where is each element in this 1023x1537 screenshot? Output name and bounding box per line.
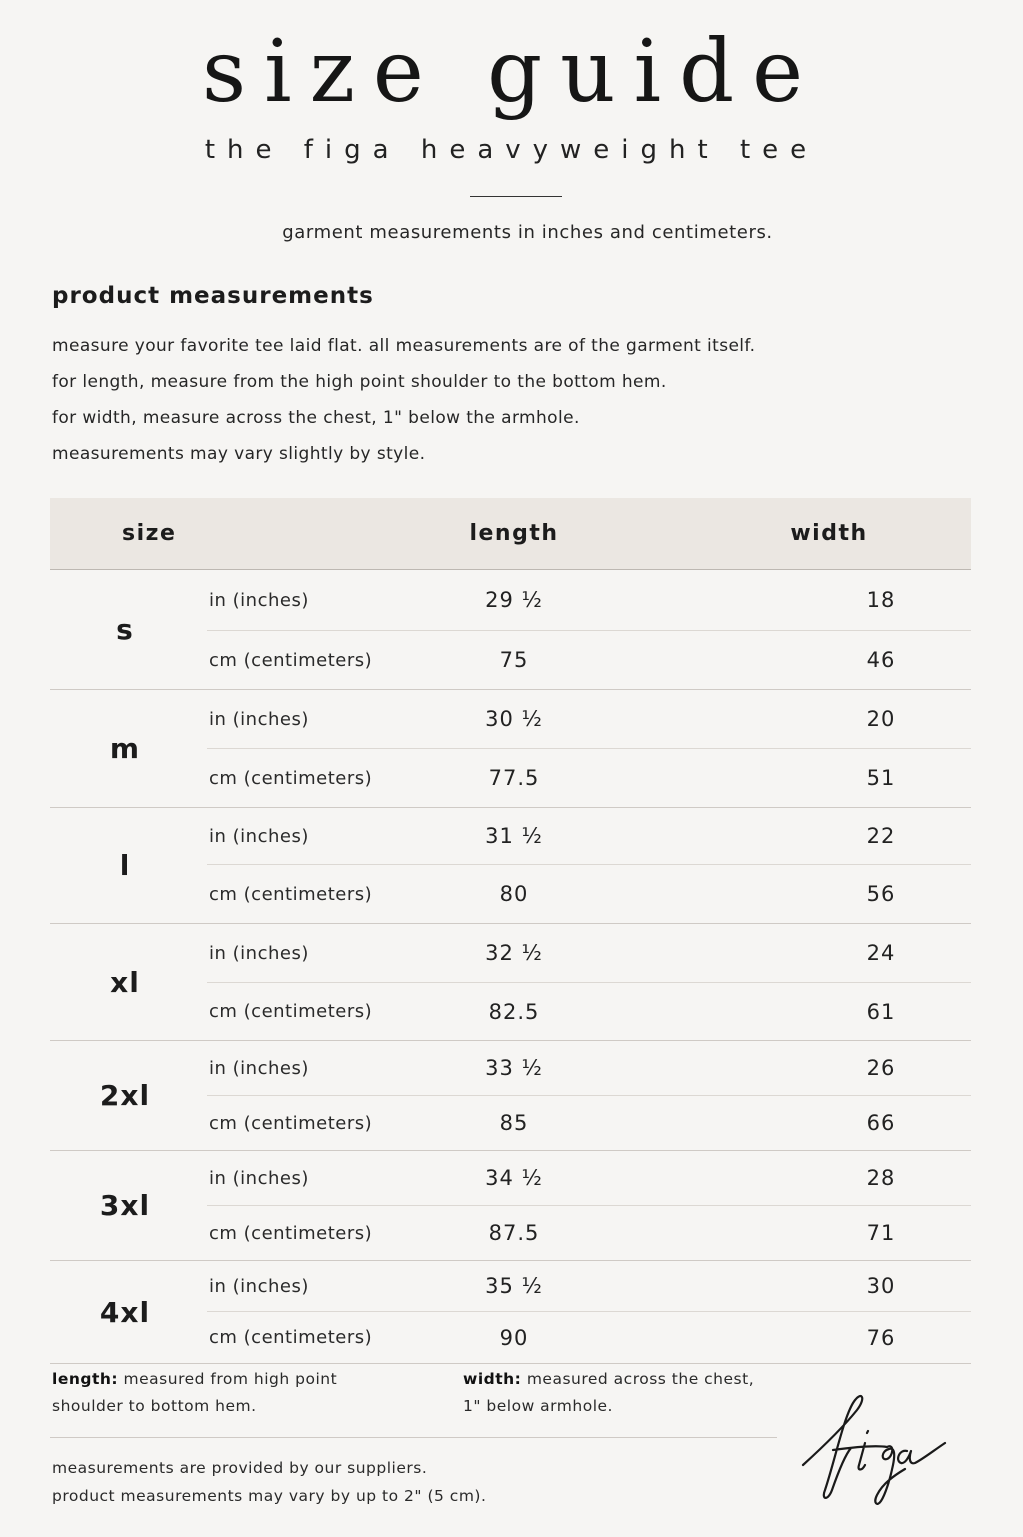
length-value: 80 <box>499 882 529 906</box>
measurement-notes <box>52 328 755 472</box>
size-label: m <box>109 732 141 765</box>
length-value: 75 <box>499 648 529 672</box>
table-row <box>207 1312 971 1363</box>
page-subtitle: the figa heavyweight tee <box>204 135 819 165</box>
intro-text: garment measurements in inches and centimeters. <box>282 222 773 243</box>
width-value: 20 <box>866 707 896 731</box>
length-value: 29 ½ <box>485 588 543 612</box>
table-row <box>207 690 971 749</box>
unit-label: cm (centimeters) <box>209 1222 373 1244</box>
size-group <box>50 1041 971 1151</box>
footer-notes <box>52 1454 486 1510</box>
length-value: 82.5 <box>488 999 540 1024</box>
size-label: 4xl <box>99 1295 151 1329</box>
width-value: 18 <box>866 588 896 612</box>
length-text-1: measured from high point <box>123 1370 338 1388</box>
length-value: 90 <box>499 1325 529 1350</box>
length-value: 33 ½ <box>485 1056 543 1080</box>
length-value: 32 ½ <box>485 941 543 965</box>
section-heading: product measurements <box>52 283 374 309</box>
size-group <box>50 570 971 690</box>
table-body <box>50 570 971 1364</box>
header-length: length <box>469 521 559 546</box>
size-label: l <box>119 849 131 882</box>
width-value: 66 <box>866 1111 896 1135</box>
table-row <box>207 1096 971 1150</box>
note-line: for width, measure across the chest, 1" below the armhole. <box>52 408 580 428</box>
footer-line-2: product measurements may vary by up to 2" (5 cm). <box>52 1487 487 1505</box>
unit-label: cm (centimeters) <box>209 1327 373 1348</box>
unit-label: in (inches) <box>209 1057 309 1079</box>
length-value: 31 ½ <box>485 824 543 848</box>
note-line: for length, measure from the high point shoulder to the bottom hem. <box>52 372 667 392</box>
table-row <box>207 808 971 865</box>
length-value: 87.5 <box>488 1221 540 1245</box>
size-label: 2xl <box>99 1079 151 1112</box>
table-row <box>207 570 971 631</box>
header-width: width <box>790 521 868 546</box>
unit-label: in (inches) <box>209 1275 309 1297</box>
size-label: s <box>116 613 134 646</box>
width-value: 56 <box>866 882 896 906</box>
width-value: 24 <box>866 941 896 965</box>
width-value: 30 <box>866 1274 896 1298</box>
size-group <box>50 690 971 808</box>
unit-label: cm (centimeters) <box>209 767 373 789</box>
size-group <box>50 924 971 1041</box>
length-value: 34 ½ <box>485 1166 543 1190</box>
length-value: 77.5 <box>488 766 540 790</box>
note-line: measurements may vary slightly by style. <box>52 444 426 464</box>
width-term: width: <box>463 1370 522 1388</box>
width-value: 76 <box>866 1325 896 1350</box>
unit-label: cm (centimeters) <box>209 1001 373 1022</box>
size-label: xl <box>110 965 140 999</box>
note-line: measure your favorite tee laid flat. all measurements are of the garment itself. <box>52 336 756 356</box>
table-row <box>207 749 971 807</box>
title-divider <box>470 196 562 197</box>
table-row <box>207 1041 971 1096</box>
width-value: 22 <box>866 824 896 848</box>
size-group <box>50 1151 971 1261</box>
length-term: length: <box>52 1370 119 1388</box>
unit-label: in (inches) <box>209 708 309 730</box>
table-row <box>207 1151 971 1206</box>
table-row <box>207 983 971 1040</box>
width-value: 28 <box>866 1166 896 1190</box>
table-header <box>50 498 971 570</box>
unit-label: in (inches) <box>209 1167 309 1189</box>
table-row <box>207 1261 971 1312</box>
length-value: 35 ½ <box>485 1274 543 1298</box>
size-label: 3xl <box>99 1189 151 1222</box>
unit-label: in (inches) <box>209 942 309 964</box>
width-text-2: 1" below armhole. <box>463 1397 613 1415</box>
table-row <box>207 631 971 689</box>
size-group <box>50 808 971 924</box>
width-definition <box>463 1366 763 1420</box>
width-text-1: measured across the chest, <box>526 1370 755 1388</box>
width-value: 26 <box>866 1056 896 1080</box>
length-value: 30 ½ <box>485 707 543 731</box>
table-row <box>207 1206 971 1260</box>
footer-divider <box>50 1437 777 1438</box>
width-value: 61 <box>866 999 896 1024</box>
footer-line-1: measurements are provided by our suppliers. <box>52 1459 428 1477</box>
header-size: size <box>122 521 177 546</box>
page-title: size guide <box>201 22 822 122</box>
size-group <box>50 1261 971 1364</box>
unit-label: in (inches) <box>209 825 309 847</box>
length-definition <box>52 1366 382 1420</box>
unit-label: in (inches) <box>209 589 309 611</box>
unit-label: cm (centimeters) <box>209 883 373 905</box>
width-value: 71 <box>866 1221 896 1245</box>
table-row <box>207 924 971 983</box>
table-row <box>207 865 971 923</box>
size-table <box>50 498 971 1364</box>
width-value: 46 <box>866 648 896 672</box>
unit-label: cm (centimeters) <box>209 649 373 671</box>
length-value: 85 <box>499 1111 529 1135</box>
width-value: 51 <box>866 766 896 790</box>
length-text-2: shoulder to bottom hem. <box>52 1397 257 1415</box>
figa-script-logo-icon <box>795 1385 960 1510</box>
unit-label: cm (centimeters) <box>209 1112 373 1134</box>
